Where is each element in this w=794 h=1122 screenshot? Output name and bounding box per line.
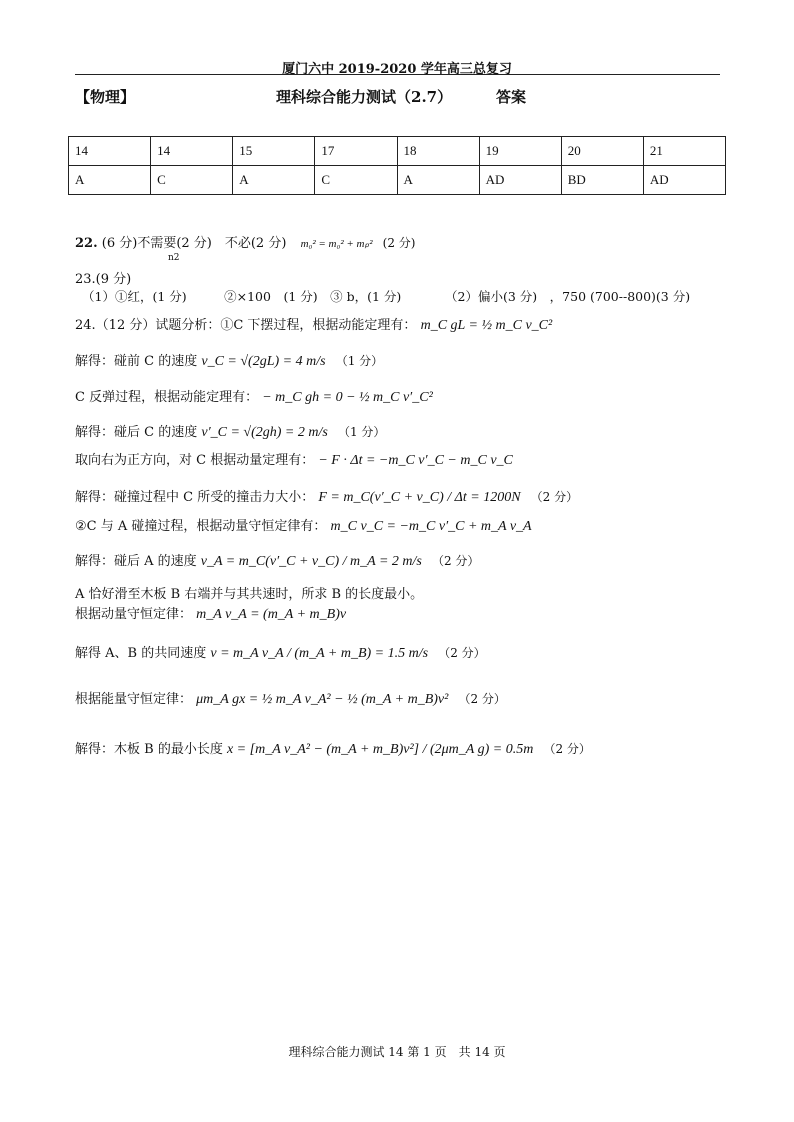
q24-line-10 (75, 603, 346, 623)
table-cell: AD (643, 166, 725, 195)
q24-line-6 (75, 486, 578, 506)
table-cell: AD (479, 166, 561, 195)
q24-formula: v_A = m_C(v′_C + v_C) / m_A = 2 m/s (200, 554, 422, 569)
table-cell: A (69, 166, 151, 195)
subject-label: 【物理】 (75, 88, 136, 106)
q24-score: （2 分） (543, 742, 591, 756)
table-cell: C (151, 166, 233, 195)
q23-text: （1）①红，(1 分) ②×100 (1 分) ③ b，(1 分) （2）偏小(3 分) ，750 (700--800)(3 分) (82, 289, 691, 304)
q24-score: （2 分） (431, 554, 480, 568)
q24-text: 24.（12 分）试题分析：①C 下摆过程，根据动能定理有： (75, 318, 417, 333)
q24-text: 解得：碰后 A 的速度 (75, 554, 197, 569)
q24-score: （1 分） (335, 354, 384, 368)
table-cell: 15 (233, 137, 315, 166)
q24-formula: μm_A gx = ½ m_A v_A² − ½ (m_A + m_B)v² (196, 692, 449, 707)
answer-label: 答案 (496, 88, 527, 106)
q24-line-8 (75, 550, 479, 570)
q24-formula: m_C v_C = −m_C v′_C + m_A v_A (330, 519, 532, 534)
q24-text: 解得 A、B 的共同速度 (75, 646, 207, 661)
table-cell: C (315, 166, 397, 195)
q24-text: 根据动量守恒定律： (75, 607, 193, 622)
table-cell: 14 (69, 137, 151, 166)
table-cell: A (397, 166, 479, 195)
q24-formula: v′_C = √(2gh) = 2 m/s (201, 425, 328, 440)
q24-text: 解得：碰后 C 的速度 (75, 425, 198, 440)
q22-mark: n2 (168, 253, 180, 263)
q24-text: 解得：碰撞过程中 C 所受的撞击力大小： (75, 490, 315, 505)
q24-formula: − m_C gh = 0 − ½ m_C v′_C² (262, 390, 433, 405)
q22-score: (2 分) (382, 236, 416, 250)
q24-line-3 (75, 386, 433, 406)
q24-line-13 (75, 738, 591, 758)
q22-formula: m₀² = m₀² + mₚ² (300, 238, 373, 250)
q22-label: 22. (75, 236, 98, 251)
q24-text: C 反弹过程，根据动能定理有： (75, 390, 259, 405)
q24-line-4 (75, 421, 385, 441)
header-rule (75, 74, 720, 75)
table-cell: BD (561, 166, 643, 195)
q24-formula: v = m_A v_A / (m_A + m_B) = 1.5 m/s (210, 646, 429, 661)
table-cell: 21 (643, 137, 725, 166)
page-footer: 理科综合能力测试 14 第 1 页 共 14 页 (288, 1045, 506, 1059)
q24-text: ②C 与 A 碰撞过程，根据动量守恒定律有： (75, 519, 327, 534)
q22-text: (6 分)不需要(2 分) 不必(2 分) (101, 236, 287, 251)
exam-title: 理科综合能力测试（2.7） (276, 88, 453, 106)
q24-formula: x = [m_A v_A² − (m_A + m_B)v²] / (2μm_A g) = 0.5m (226, 742, 534, 757)
q24-line-7 (75, 515, 532, 535)
school-header: 厦门六中 2019-2020 学年高三总复习 (282, 62, 512, 77)
q24-text: 根据能量守恒定律： (75, 692, 193, 707)
q24-line-5 (75, 449, 513, 469)
q24-line-2 (75, 350, 383, 370)
q24-score: （2 分） (458, 692, 506, 706)
q23-label: 23.(9 分) (75, 272, 132, 287)
q24-line-11 (75, 642, 486, 662)
table-cell: 14 (151, 137, 233, 166)
q24-score: （1 分） (337, 425, 386, 439)
q24-score: （2 分） (530, 490, 579, 504)
q22-line (75, 232, 415, 251)
q24-formula: F = m_C(v′_C + v_C) / Δt = 1200N (318, 490, 521, 505)
q24-text: 取向右为正方向，对 C 根据动量定理有： (75, 453, 315, 468)
question-number-row (69, 137, 726, 166)
q24-formula: m_C gL = ½ m_C v_C² (420, 318, 553, 333)
answer-row (69, 166, 726, 195)
table-cell: A (233, 166, 315, 195)
table-cell: 17 (315, 137, 397, 166)
q24-formula: m_A v_A = (m_A + m_B)v (196, 607, 347, 622)
q24-formula: v_C = √(2gL) = 4 m/s (201, 354, 326, 369)
q24-text: A 恰好滑至木板 B 右端并与其共速时，所求 B 的长度最小。 (75, 587, 424, 602)
q24-line-12 (75, 688, 506, 708)
q24-text: 解得：碰前 C 的速度 (75, 354, 198, 369)
q24-text: 解得：木板 B 的最小长度 (75, 742, 223, 757)
answer-table (68, 136, 726, 195)
table-cell: 18 (397, 137, 479, 166)
table-cell: 19 (479, 137, 561, 166)
q24-line-9 (75, 583, 423, 602)
q24-formula: − F · Δt = −m_C v′_C − m_C v_C (318, 453, 513, 468)
table-cell: 20 (561, 137, 643, 166)
q24-line-1 (75, 314, 552, 334)
q24-score: （2 分） (438, 646, 486, 660)
